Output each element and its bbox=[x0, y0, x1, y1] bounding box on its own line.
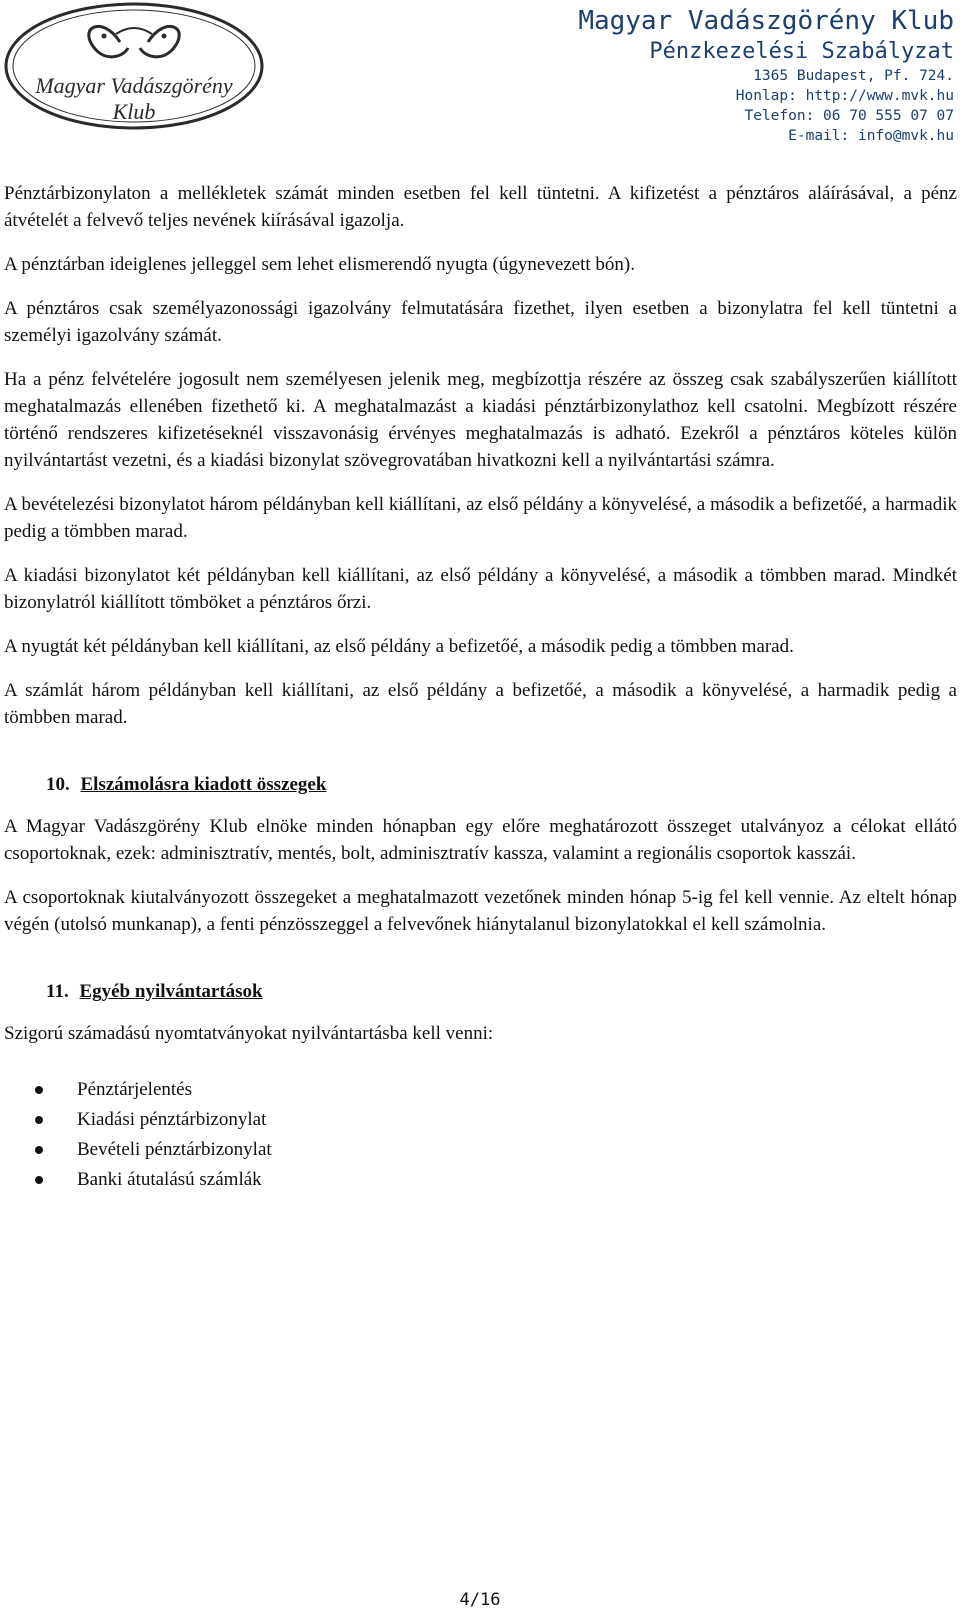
website: Honlap: http://www.mvk.hu bbox=[735, 88, 954, 104]
paragraph: A nyugtát két példányban kell kiállítani, az első példány a befizetőé, a második pedig a tömbben marad. bbox=[4, 636, 794, 657]
paragraph: A számlát három példányban kell kiállítani, az első példány a befizetőé, a második a könyvelésé, a harmadik pedig a tömbben marad. bbox=[4, 680, 957, 728]
document-title: Pénzkezelési Szabályzat bbox=[649, 39, 954, 64]
paragraph: A pénztárban ideiglenes jelleggel sem lehet elismerendő nyugta (úgynevezett bón). bbox=[4, 254, 635, 275]
logo-text-line1: Magyar Vadászgörény bbox=[35, 73, 233, 98]
paragraph: A kiadási bizonylatot két példányban kell kiállítani, az első példány a könyvelésé, a második a tömbben marad. Mindkét bizonylatról kiállított tömböket a pénztáros őrzi. bbox=[4, 565, 957, 613]
list-item: Pénztárjelentés bbox=[77, 1075, 957, 1105]
section-heading-11 bbox=[46, 978, 957, 1005]
section-title: Egyéb nyilvántartások bbox=[79, 981, 263, 1002]
letterhead bbox=[578, 6, 954, 146]
section-number: 11. bbox=[46, 981, 69, 1002]
paragraph: Pénztárbizonylaton a mellékletek számát minden esetben fel kell tüntetni. A kifizetést a pénztáros aláírásával, a pénz átvételét a felvevő teljes nevének kiírásával igazolja. bbox=[4, 183, 957, 231]
list-item: Banki átutalású számlák bbox=[77, 1165, 957, 1195]
page-number: 4/16 bbox=[459, 1590, 501, 1610]
document-body bbox=[4, 180, 957, 1195]
postal-address: 1365 Budapest, Pf. 724. bbox=[753, 68, 954, 84]
logo-emblem-icon bbox=[0, 0, 268, 140]
list-item: Bevételi pénztárbizonylat bbox=[77, 1135, 957, 1165]
paragraph: Ha a pénz felvételére jogosult nem személyesen jelenik meg, megbízottja részére az összeg csak szabályszerűen kiállított meghatalmazás ellenében fizethető ki. A meghatalmazást a kiadási pénztárbizonylathoz kell csatolni. Megbízott részére történő rendszeres kifizetéseknél visszavonásig érvényes meghatalmazás is adható. Ezekről a pénztáros köteles külön nyilvántartást vezetni, és a kiadási bizonylat szövegrovatában hivatkozni kell a nyilvántartási számra. bbox=[4, 369, 957, 471]
phone: Telefon: 06 70 555 07 07 bbox=[744, 108, 954, 124]
section-title: Elszámolásra kiadott összegek bbox=[80, 774, 327, 795]
section-heading-10 bbox=[46, 771, 957, 798]
paragraph: A pénztáros csak személyazonossági igazolvány felmutatására fizethet, ilyen esetben a bizonylatra fel kell tüntetni a személyi igazolvány számát. bbox=[4, 298, 957, 346]
list-item: Kiadási pénztárbizonylat bbox=[77, 1105, 957, 1135]
email: E-mail: info@mvk.hu bbox=[788, 128, 954, 144]
section-number: 10. bbox=[46, 774, 70, 795]
club-logo bbox=[0, 0, 268, 140]
paragraph: A csoportoknak kiutalványozott összegeket a meghatalmazott vezetőnek minden hónap 5-ig fel kell vennie. Az eltelt hónap végén (utolsó munkanap), a fenti pénzösszeggel a felvevőnek hiánytalanul bizonylatokkal el kell számolnia. bbox=[4, 887, 957, 935]
bullet-list bbox=[4, 1075, 957, 1195]
paragraph: A Magyar Vadászgörény Klub elnöke minden hónapban egy előre meghatározott összeget utalványoz a célokat ellátó csoportoknak, ezek: adminisztratív, mentés, bolt, adminisztratív kassza, valamint a regionális csoportok kasszái. bbox=[4, 816, 957, 864]
logo-text-line2: Klub bbox=[112, 99, 156, 124]
club-name: Magyar Vadászgörény Klub bbox=[578, 6, 954, 36]
paragraph: Szigorú számadású nyomtatványokat nyilvántartásba kell venni: bbox=[4, 1023, 494, 1044]
paragraph: A bevételezési bizonylatot három példányban kell kiállítani, az első példány a könyvelésé, a második a befizetőé, a harmadik pedig a tömbben marad. bbox=[4, 494, 957, 542]
